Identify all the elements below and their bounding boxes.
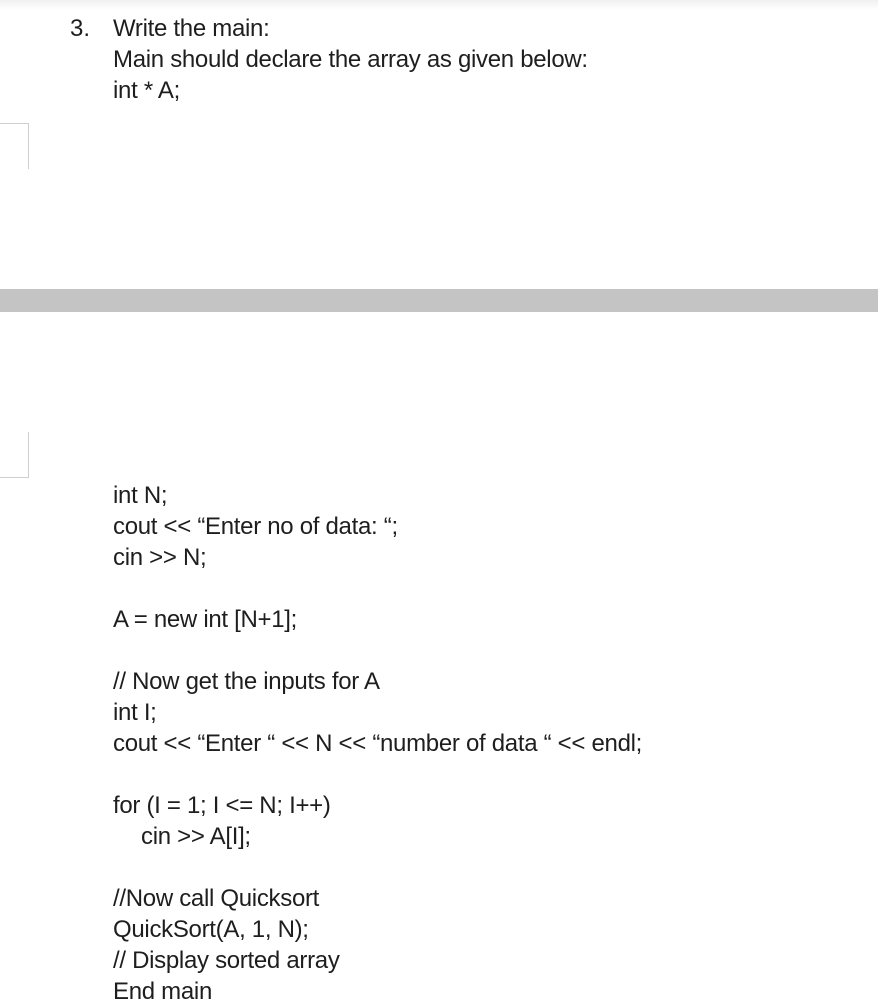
code-line: QuickSort(A, 1, N);: [113, 916, 309, 943]
code-line: End main: [113, 978, 212, 1005]
code-line: int N;: [113, 482, 168, 509]
margin-marker: [0, 123, 29, 169]
code-comment: // Display sorted array: [113, 947, 340, 974]
code-line: A = new int [N+1];: [113, 606, 298, 633]
question-instruction: Main should declare the array as given below:: [113, 46, 588, 73]
page-break: [0, 289, 878, 312]
code-comment: // Now get the inputs for A: [113, 668, 380, 695]
code-line: cin >> N;: [113, 544, 207, 571]
code-line: for (I = 1; I <= N; I++): [113, 792, 331, 819]
array-declaration: int * A;: [113, 77, 180, 104]
code-line: cin >> A[I];: [141, 823, 251, 850]
code-comment: //Now call Quicksort: [113, 885, 320, 912]
code-line: cout << “Enter “ << N << “number of data “ << endl;: [113, 730, 643, 757]
question-title: Write the main:: [113, 15, 270, 42]
code-line: cout << “Enter no of data: “;: [113, 513, 398, 540]
question-number: 3.: [70, 15, 91, 42]
margin-marker: [0, 432, 29, 478]
code-line: int I;: [113, 699, 157, 726]
top-shadow: [0, 0, 878, 10]
